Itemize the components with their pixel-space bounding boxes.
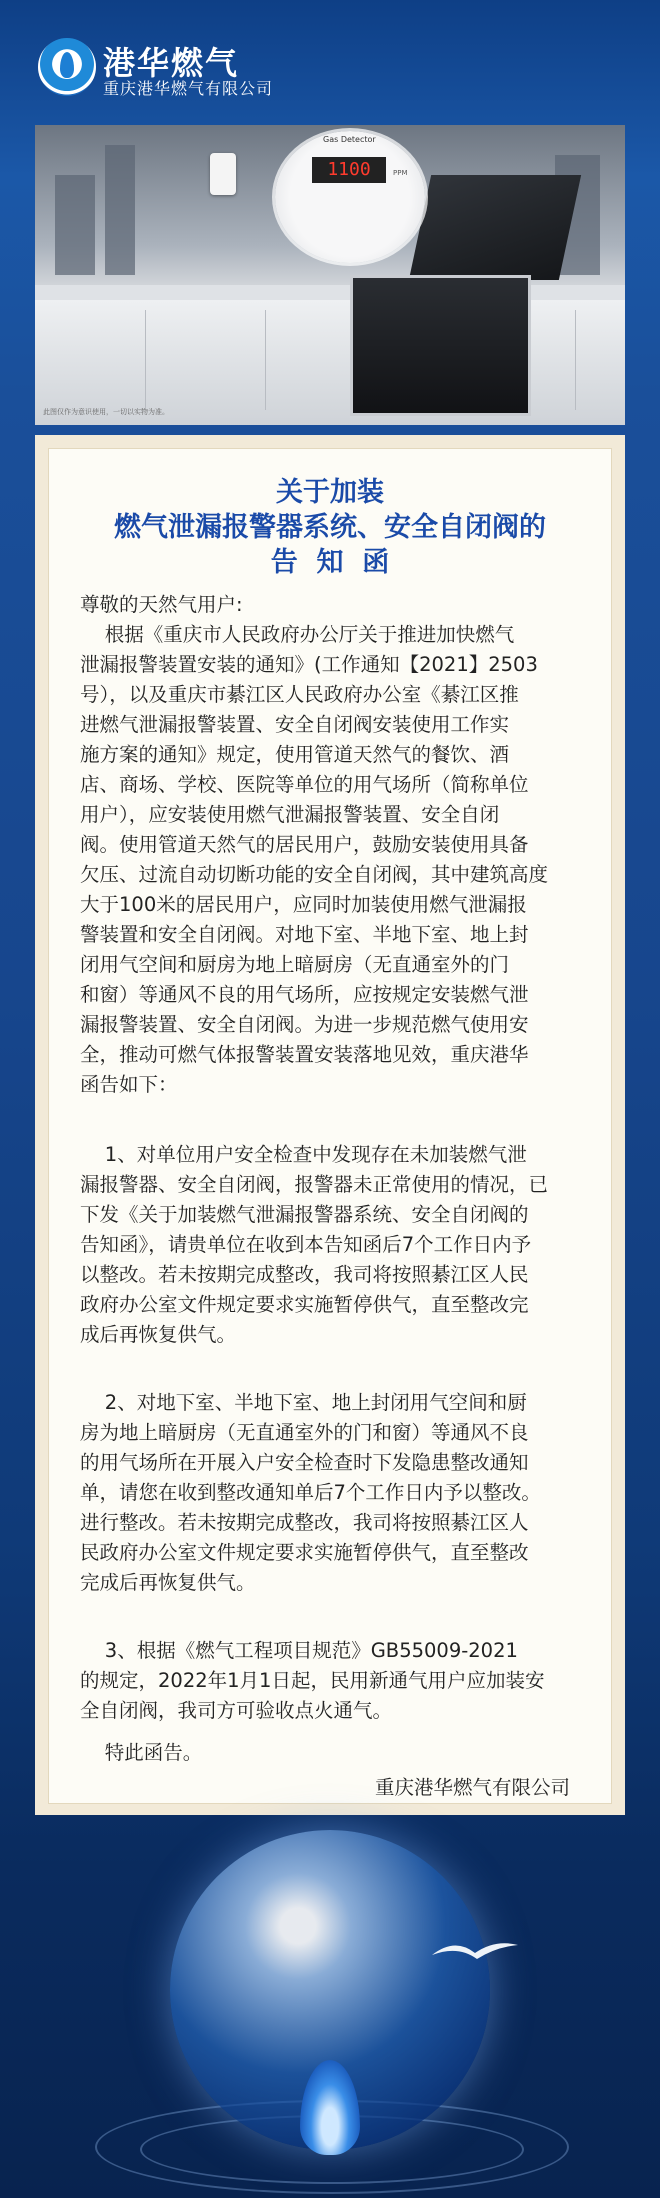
- text-line: 进燃气泄漏报警装置、安全自闭阀安装使用工作实: [80, 713, 510, 736]
- text-line: 单，请您在收到整改通知单后7个工作日内予以整改。: [80, 1481, 541, 1504]
- text-line: 下发《关于加装燃气泄漏报警器系统、安全自闭阀的: [80, 1203, 529, 1226]
- text-line: 告知函》，请贵单位在收到本告知函后7个工作日内予: [80, 1233, 532, 1256]
- cabinet-divider: [145, 310, 146, 410]
- text-line: 全，推动可燃气体报警装置安装落地见效，重庆港华: [80, 1043, 529, 1066]
- text-line: 成后再恢复供气。: [80, 1323, 237, 1346]
- text-line: 用户），应安装使用燃气泄漏报警装置、安全自闭: [80, 803, 500, 826]
- detector-unit: PPM: [393, 169, 408, 177]
- text-line: 的用气场所在开展入户安全检查时下发隐患整改通知: [80, 1451, 529, 1474]
- text-line: 闭用气空间和厨房为地上暗厨房（无直通室外的门: [80, 953, 510, 976]
- stove: [350, 275, 531, 416]
- notice-title-line3: 告 知 函: [270, 547, 390, 578]
- text-line: 泄漏报警装置安装的通知》(工作通知【2021】2503: [80, 653, 538, 676]
- wall-detector-icon: [210, 153, 236, 195]
- text-line: 进行整改。若未按期完成整改，我司将按照綦江区人: [80, 1511, 529, 1534]
- detector-display: 1100: [312, 157, 386, 183]
- text-line: 1、对单位用户安全检查中发现存在未加装燃气泄: [80, 1143, 527, 1166]
- closing: 特此函告。: [80, 1741, 203, 1764]
- flame-icon: [60, 52, 74, 78]
- range-hood: [409, 175, 581, 280]
- text-line: 施方案的通知》规定，使用管道天然气的餐饮、酒: [80, 743, 510, 766]
- text-line: 大于100米的居民用户，应同时加装使用燃气泄漏报: [80, 893, 527, 916]
- text-line: 根据《重庆市人民政府办公厅关于推进加快燃气: [80, 623, 515, 646]
- notice-title-line1: 关于加装: [276, 477, 384, 508]
- text-line: 欠压、过流自动切断功能的安全自闭阀，其中建筑高度: [80, 863, 549, 886]
- text-line: 以整改。若未按期完成整改，我司将按照綦江区人民: [80, 1263, 529, 1286]
- text-line: 店、商场、学校、医院等单位的用气场所（简称单位: [80, 773, 529, 796]
- paragraph-3: [80, 1388, 590, 1598]
- text-line: 3、根据《燃气工程项目规范》GB55009-2021: [80, 1639, 518, 1662]
- text-line: 阀。使用管道天然气的居民用户，鼓励安装使用具备: [80, 833, 529, 856]
- seagull-icon: [430, 1935, 520, 1965]
- brand-subtitle: 重庆港华燃气有限公司: [103, 79, 274, 98]
- cabinet-divider: [575, 310, 576, 410]
- cabinet-divider: [265, 310, 266, 410]
- text-line: 号），以及重庆市綦江区人民政府办公室《綦江区推: [80, 683, 519, 706]
- text-line: 完成后再恢复供气。: [80, 1571, 256, 1594]
- signature: 重庆港华燃气有限公司: [374, 1776, 570, 1799]
- paragraph-2: [80, 1140, 590, 1350]
- text-line: 2、对地下室、半地下室、地上封闭用气空间和厨: [80, 1391, 527, 1414]
- text-line: 政府办公室文件规定要求实施暂停供气，直至整改完: [80, 1293, 529, 1316]
- paragraph-1: [80, 620, 590, 1100]
- brand-name: 港华燃气: [103, 44, 240, 82]
- building-shape: [55, 175, 95, 275]
- detector-zoom-bubble: [275, 131, 425, 263]
- detector-label: Gas Detector: [323, 135, 376, 144]
- notice-title-line2: 燃气泄漏报警器系统、安全自闭阀的: [114, 512, 546, 543]
- text-line: 和窗）等通风不良的用气场所，应按规定安装燃气泄: [80, 983, 529, 1006]
- kitchen-photo: [35, 125, 625, 425]
- text-line: 漏报警器、安全自闭阀，报警器未正常使用的情况，已: [80, 1173, 549, 1196]
- text-line: 民政府办公室文件规定要求实施暂停供气，直至整改: [80, 1541, 529, 1564]
- photo-disclaimer: 此图仅作为意识使用，一切以实物为准。: [43, 408, 169, 416]
- text-line: 的规定，2022年1月1日起，民用新通气用户应加装安: [80, 1669, 545, 1692]
- text-line: 警装置和安全自闭阀。对地下室、半地下室、地上封: [80, 923, 529, 946]
- building-shape: [105, 145, 135, 275]
- text-line: 漏报警装置、安全自闭阀。为进一步规范燃气使用安: [80, 1013, 529, 1036]
- paragraph-4: [80, 1636, 590, 1726]
- text-line: 函告如下：: [80, 1073, 178, 1096]
- text-line: 房为地上暗厨房（无直通室外的门和窗）等通风不良: [80, 1421, 529, 1444]
- text-line: 全自闭阀，我司方可验收点火通气。: [80, 1699, 393, 1722]
- greeting: 尊敬的天然气用户:: [80, 593, 243, 616]
